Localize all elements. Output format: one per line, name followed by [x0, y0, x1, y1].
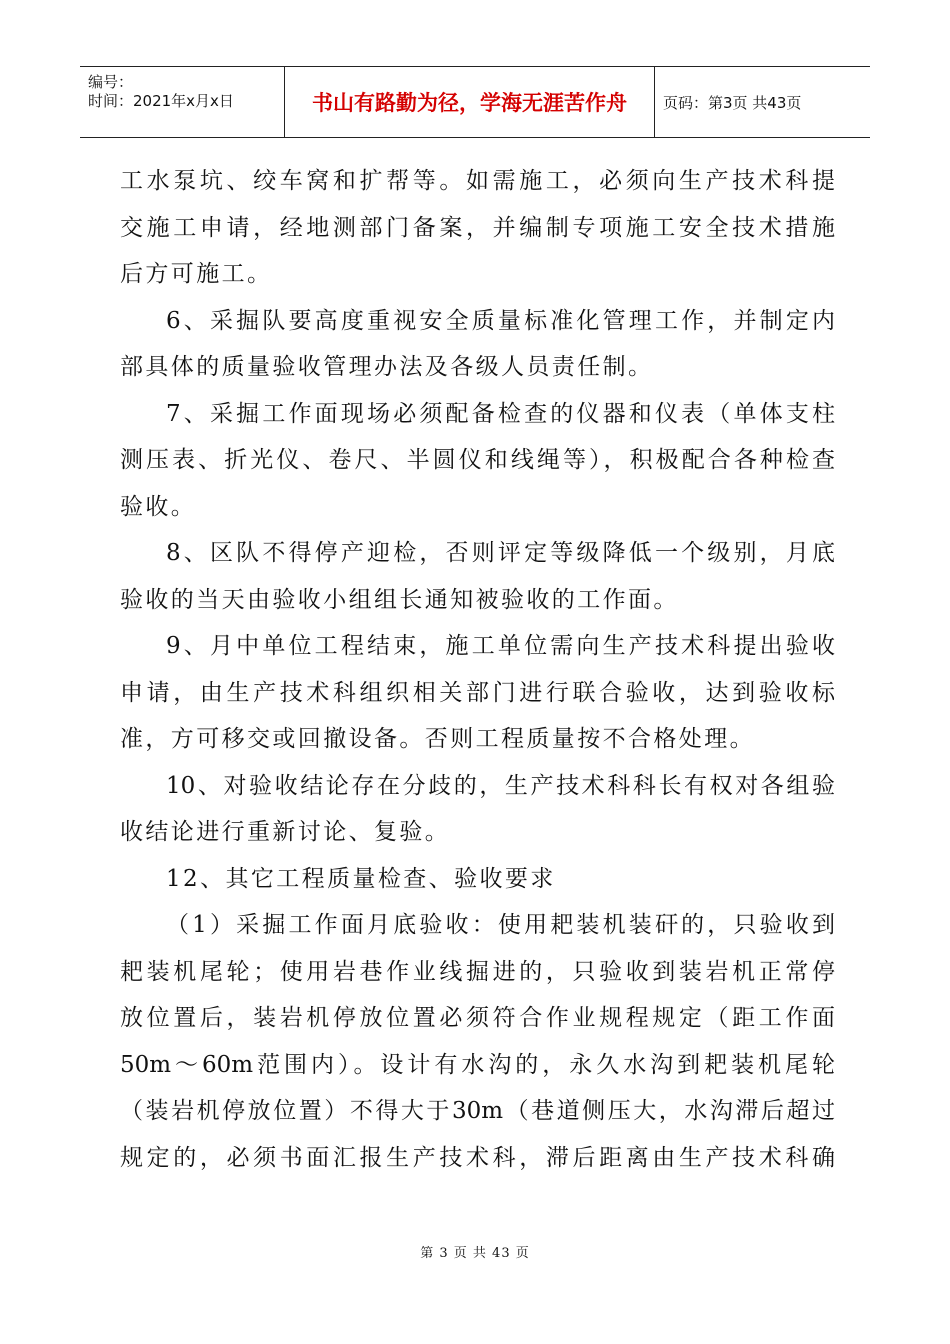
body-line: 准，方可移交或回撤设备。否则工程质量按不合格处理。: [120, 726, 755, 752]
body-line: 9、月中单位工程结束，施工单位需向生产技术科提出验收: [166, 633, 835, 659]
body-line: 工水泵坑、绞车窝和扩帮等。如需施工，必须向生产技术科提: [120, 168, 835, 194]
number-label: 编号：: [88, 73, 134, 91]
document-body: [120, 158, 835, 1181]
document-header: [80, 66, 870, 138]
body-line: 放位置后，装岩机停放位置必须符合作业规程规定（距工作面: [120, 1005, 835, 1031]
body-line: 8、区队不得停产迎检，否则评定等级降低一个级别，月底: [166, 540, 835, 566]
body-line: 耙装机尾轮；使用岩巷作业线掘进的，只验收到装岩机正常停: [120, 958, 835, 985]
body-line: 规定的，必须书面汇报生产技术科，滞后距离由生产技术科确: [120, 1144, 835, 1171]
body-line: 10、对验收结论存在分歧的，生产技术科科长有权对各组验: [166, 772, 835, 799]
body-line: 部具体的质量验收管理办法及各级人员责任制。: [120, 354, 654, 380]
header-motto: 书山有路勤为径，学海无涯苦作舟: [285, 67, 655, 137]
page-footer: 第 3 页 共 43 页: [420, 1246, 530, 1261]
body-line: 6、采掘队要高度重视安全质量标准化管理工作，并制定内: [166, 307, 835, 334]
time-label: 时间：2021年x月x日: [88, 92, 234, 110]
body-line: 验收。: [120, 493, 197, 520]
body-line: 7、采掘工作面现场必须配备检查的仪器和仪表（单体支柱: [166, 400, 835, 427]
header-meta-cell: [80, 67, 285, 137]
body-line: 12、其它工程质量检查、验收要求: [166, 865, 556, 892]
header-page-label: 页码：第3页 共43页: [663, 93, 802, 112]
body-line: 收结论进行重新讨论、复验。: [120, 819, 451, 845]
body-line: 后方可施工。: [120, 261, 273, 287]
body-line: 申请，由生产技术科组织相关部门进行联合验收，达到验收标: [120, 679, 835, 706]
body-line: （装岩机停放位置）不得大于30m（巷道侧压大，水沟滞后超过: [120, 1098, 835, 1124]
body-line: 交施工申请，经地测部门备案，并编制专项施工安全技术措施: [120, 214, 835, 241]
body-line: 验收的当天由验收小组组长通知被验收的工作面。: [120, 586, 679, 613]
body-line: 50m～60m范围内）。设计有水沟的，永久水沟到耙装机尾轮: [120, 1051, 835, 1078]
body-line: （1）采掘工作面月底验收：使用耙装机装矸的，只验收到: [166, 912, 835, 938]
body-line: 测压表、折光仪、卷尺、半圆仪和线绳等），积极配合各种检查: [120, 447, 835, 473]
